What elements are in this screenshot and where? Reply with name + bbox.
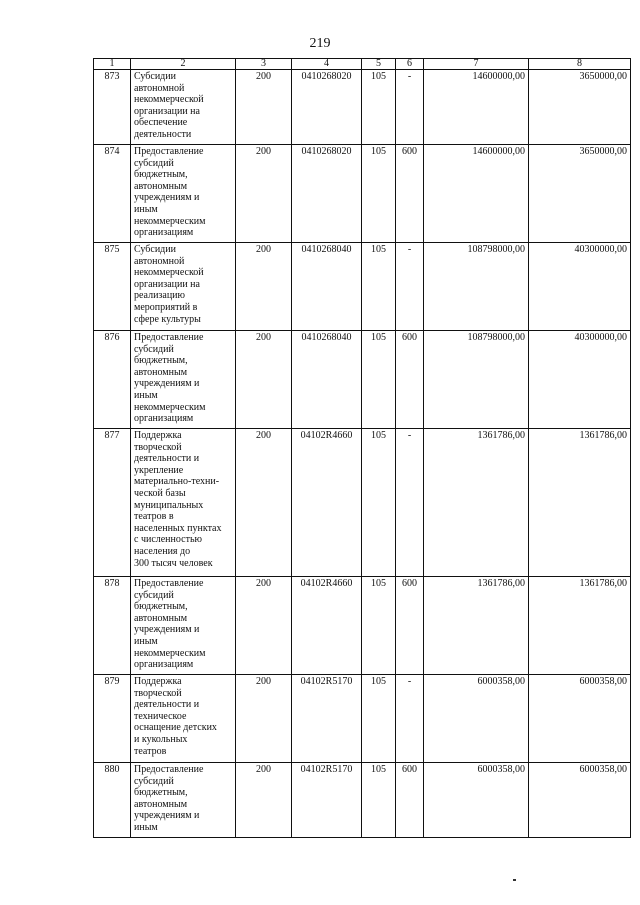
row-name-line: Предоставление [134,764,204,775]
table-row [94,763,631,838]
row-name-line: мероприятий в [134,301,198,313]
row-col3: 200 [236,70,292,145]
row-sum-col8: 3650000,00 [529,70,631,145]
row-code: 04102R5170 [292,763,362,838]
page-number: 219 [309,36,331,51]
row-name-line: некоммерческим [134,647,206,659]
row-name-line: автономным [134,612,188,624]
row-name [131,577,236,675]
table-row [94,675,631,763]
row-sum-col8: 1361786,00 [529,429,631,577]
row-name-line: автономным [134,180,188,192]
table-row [94,70,631,145]
row-sum-col7: 1361786,00 [424,577,529,675]
row-col3: 200 [236,145,292,243]
row-col5: 105 [362,145,396,243]
row-col6: 600 [396,331,424,429]
row-col6: - [396,243,424,331]
row-sum-col8: 1361786,00 [529,577,631,675]
row-name-line: Поддержка [134,430,182,441]
row-name-line: деятельности и [134,699,200,711]
row-col6: 600 [396,145,424,243]
row-name-line: населенных пунктах [134,522,222,534]
row-code: 0410268020 [292,70,362,145]
row-name-line: иным [134,203,158,215]
row-number: 877 [94,429,131,577]
row-name-line: учреждениям и [134,378,200,390]
row-col3: 200 [236,429,292,577]
row-name-line: творческой [134,687,182,699]
row-name-line: деятельности [134,128,192,140]
row-name-line: автономным [134,798,188,810]
row-sum-col7: 108798000,00 [424,331,529,429]
row-name-line: с численностью [134,534,202,546]
row-name-line: материально-техни- [134,476,220,488]
row-name-line: Субсидии [134,244,176,255]
row-name-line: населения до [134,545,191,557]
row-col5: 105 [362,331,396,429]
row-name-line: муниципальных [134,499,204,511]
row-name-line: и кукольных [134,733,188,745]
row-name-line: бюджетным, [134,787,188,799]
row-name-line: деятельности и [134,453,200,465]
row-name-line: театров [134,745,167,757]
header-cell: 4 [292,59,362,70]
row-col6: - [396,675,424,763]
row-name [131,331,236,429]
table-row [94,243,631,331]
row-sum-col8: 40300000,00 [529,331,631,429]
row-name-line: субсидий [134,157,174,169]
row-name-line: Предоставление [134,332,204,343]
row-name-line: иным [134,635,158,647]
scan-mark [513,879,516,881]
row-number: 874 [94,145,131,243]
row-name-line: бюджетным, [134,169,188,181]
row-name-line: техническое [134,710,187,722]
row-name-line: организациям [134,413,194,425]
row-name-line: бюджетным, [134,355,188,367]
row-col5: 105 [362,675,396,763]
row-code: 04102R5170 [292,675,362,763]
row-code: 04102R4660 [292,577,362,675]
row-name-line: некоммерческим [134,401,206,413]
row-name-line: некоммерческой [134,94,204,106]
row-number: 875 [94,243,131,331]
table-row [94,331,631,429]
header-cell: 6 [396,59,424,70]
row-name-line: субсидий [134,589,174,601]
row-col5: 105 [362,429,396,577]
header-cell: 2 [131,59,236,70]
row-sum-col8: 3650000,00 [529,145,631,243]
row-name [131,145,236,243]
row-col3: 200 [236,577,292,675]
row-name-line: Субсидии [134,71,176,82]
row-sum-col8: 6000358,00 [529,763,631,838]
row-sum-col8: 6000358,00 [529,675,631,763]
row-col6: 600 [396,577,424,675]
row-name [131,675,236,763]
table-row [94,145,631,243]
row-col6: 600 [396,763,424,838]
row-col6: - [396,429,424,577]
row-name-line: Поддержка [134,676,182,687]
row-name-line: Предоставление [134,578,204,589]
row-col3: 200 [236,243,292,331]
row-name-line: сфере культуры [134,313,201,325]
row-number: 880 [94,763,131,838]
row-name-line: некоммерческой [134,267,204,279]
row-col3: 200 [236,763,292,838]
row-name-line: 300 тысяч человек [134,557,213,569]
row-name-line: творческой [134,441,182,453]
row-name-line: театров в [134,511,174,523]
row-name-line: автономной [134,82,185,94]
row-col5: 105 [362,763,396,838]
row-sum-col8: 40300000,00 [529,243,631,331]
row-sum-col7: 14600000,00 [424,145,529,243]
row-code: 0410268040 [292,331,362,429]
row-name [131,429,236,577]
row-name-line: бюджетным, [134,601,188,613]
row-col3: 200 [236,331,292,429]
row-name-line: ческой базы [134,487,186,499]
row-name-line: иным [134,821,158,833]
row-col5: 105 [362,577,396,675]
header-cell: 1 [94,59,131,70]
header-row [94,59,631,70]
row-sum-col7: 6000358,00 [424,763,529,838]
row-name-line: некоммерческим [134,215,206,227]
row-number: 876 [94,331,131,429]
row-name-line: реализацию [134,290,185,302]
table-row [94,577,631,675]
row-name-line: автономным [134,366,188,378]
row-code: 0410268040 [292,243,362,331]
row-number: 873 [94,70,131,145]
table-row [94,429,631,577]
row-sum-col7: 14600000,00 [424,70,529,145]
header-cell: 8 [529,59,631,70]
row-col5: 105 [362,70,396,145]
row-name-line: организации на [134,278,200,290]
row-code: 04102R4660 [292,429,362,577]
row-col6: - [396,70,424,145]
row-name [131,70,236,145]
row-code: 0410268020 [292,145,362,243]
row-number: 878 [94,577,131,675]
row-number: 879 [94,675,131,763]
row-name-line: учреждениям и [134,624,200,636]
header-cell: 5 [362,59,396,70]
header-cell: 7 [424,59,529,70]
row-sum-col7: 108798000,00 [424,243,529,331]
row-name [131,763,236,838]
row-col3: 200 [236,675,292,763]
row-name-line: субсидий [134,775,174,787]
row-name-line: автономной [134,255,185,267]
row-sum-col7: 6000358,00 [424,675,529,763]
row-name-line: оснащение детских [134,722,217,734]
row-name-line: организациям [134,659,194,671]
row-name-line: укрепление [134,464,184,476]
row-name-line: учреждениям и [134,192,200,204]
row-name-line: иным [134,389,158,401]
budget-table [93,58,631,838]
row-name [131,243,236,331]
row-name-line: обеспечение [134,117,188,129]
row-name-line: организации на [134,105,200,117]
row-col5: 105 [362,243,396,331]
row-name-line: субсидий [134,343,174,355]
row-name-line: учреждениям и [134,810,200,822]
row-name-line: организациям [134,227,194,239]
row-sum-col7: 1361786,00 [424,429,529,577]
row-name-line: Предоставление [134,146,204,157]
header-cell: 3 [236,59,292,70]
